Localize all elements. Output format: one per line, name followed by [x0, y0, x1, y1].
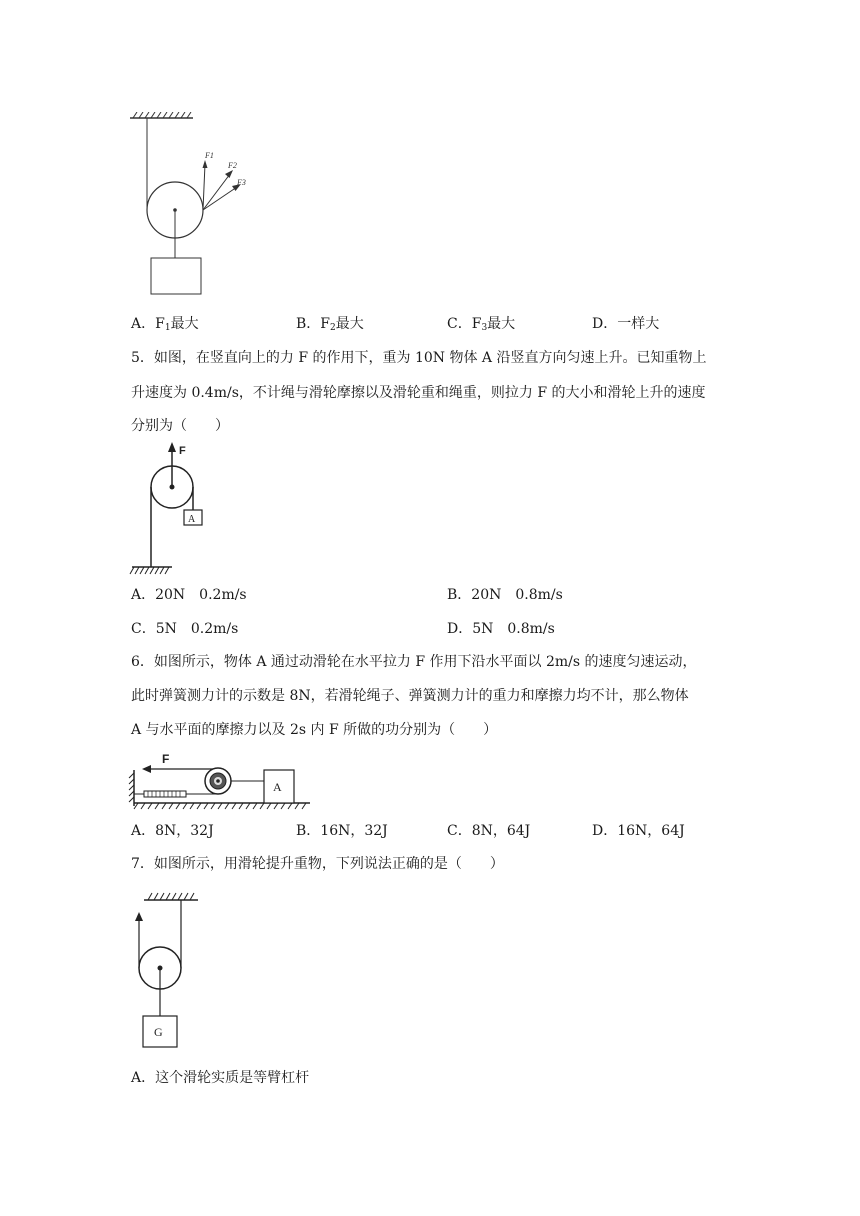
q6-block-label: A — [273, 780, 282, 794]
q7-option-a[interactable]: A．这个滑轮实质是等臂杠杆 — [131, 1070, 310, 1086]
f1-label: F1 — [205, 151, 214, 160]
q6-stem-line1: 6．如图所示，物体 A 通过动滑轮在水平拉力 F 作用下沿水平面以 2m/s 的速度匀速运动， — [131, 654, 697, 670]
q6-force-label: F — [162, 752, 170, 766]
f3-label: F3 — [237, 178, 246, 187]
q6-stem-line3: A 与水平面的摩擦力以及 2s 内 F 所做的功分别为（ ） — [131, 722, 498, 738]
q4-option-b[interactable]: B．$F_2$最大 — [296, 316, 364, 333]
q6-option-c[interactable]: C．8N，64J — [447, 823, 531, 839]
q5-block-label: A — [188, 514, 196, 525]
q7-pulley-figure — [126, 890, 206, 1052]
q5-stem-line3: 分别为（ ） — [131, 418, 229, 434]
q4-option-a[interactable]: A．$F_1$最大 — [131, 316, 199, 333]
q5-option-a[interactable]: A．20N 0.2m/s — [131, 587, 247, 603]
q5-pulley-figure — [128, 440, 218, 578]
q6-option-a[interactable]: A．8N，32J — [131, 823, 214, 839]
q4-option-c[interactable]: C．$F_3$最大 — [447, 316, 516, 333]
q5-force-label: F — [179, 445, 186, 457]
q6-stem-line2: 此时弹簧测力计的示数是 8N，若滑轮绳子、弹簧测力计的重力和摩擦力均不计，那么物体 — [131, 688, 689, 704]
q5-stem-line2: 升速度为 0.4m/s，不计绳与滑轮摩擦以及滑轮重和绳重，则拉力 F 的大小和滑轮上升的速度 — [131, 385, 706, 401]
q5-option-c[interactable]: C．5N 0.2m/s — [131, 621, 239, 637]
q4-option-d[interactable]: D．一样大 — [592, 316, 660, 332]
q6-option-b[interactable]: B．16N，32J — [296, 823, 388, 839]
q5-option-b[interactable]: B．20N 0.8m/s — [447, 587, 563, 603]
q5-stem-line1: 5．如图，在竖直向上的力 F 的作用下，重为 10N 物体 A 沿竖直方向匀速上升。已知重物上 — [131, 350, 707, 366]
q4-pulley-figure — [125, 112, 255, 300]
q6-pulley-figure — [128, 748, 314, 810]
q5-option-d[interactable]: D．5N 0.8m/s — [447, 621, 555, 637]
f2-label: F2 — [228, 161, 237, 170]
q7-weight-label: G — [154, 1025, 163, 1039]
q6-option-d[interactable]: D．16N，64J — [592, 823, 685, 839]
q7-stem-line1: 7．如图所示，用滑轮提升重物，下列说法正确的是（ ） — [131, 856, 504, 872]
